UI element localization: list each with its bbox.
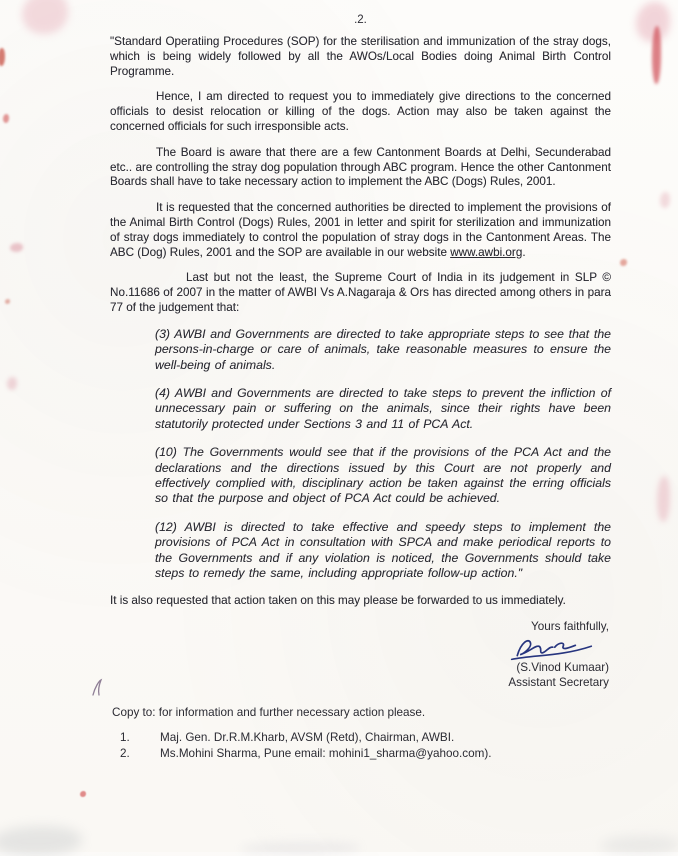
copy-to-heading: Copy to: for information and further necessary action please. <box>112 706 426 720</box>
page-number: .2. <box>354 14 367 26</box>
scan-smudge <box>7 377 17 390</box>
copy-item-number: 2. <box>120 747 130 761</box>
scan-smudge <box>3 114 9 123</box>
judgement-quote-10: (10) The Governments would see that if the provisions of the PCA Act and the declarations and the directions issued by this Court are not properly and effectively complied with, disciplinary action be taken against the erring officials so that the purpose and object of PCA Act could be achieved. <box>155 445 611 506</box>
scan-smudge <box>600 836 678 854</box>
paragraph-text: . <box>522 245 526 259</box>
scan-smudge <box>240 842 360 854</box>
body-paragraph-directions: Hence, I am directed to request you to immediately give directions to the concerned officials to desist relocation or killing of the dogs. Action may also be taken against the concerned officials for such irresponsible acts. <box>110 90 611 133</box>
scan-smudge <box>620 259 627 266</box>
paragraph-text: It is requested that the concerned authorities be directed to implement the provisions of the Animal Birth Control (Dogs) Rules, 2001 in letter and spirit for sterilization and immunization of stray dogs immediately to control the population of stray dogs in the Cantonment Areas. The ABC (Dog) Rules, 2001 and the SOP are available in our website <box>110 201 611 259</box>
scan-smudge <box>652 26 661 84</box>
signatory-name: (S.Vinod Kumaar) <box>516 661 609 675</box>
scan-smudge <box>5 299 10 304</box>
scan-smudge <box>80 791 86 797</box>
body-paragraph-sop: "Standard Operatiing Procedures (SOP) for the sterilisation and immunization of the stray dogs, which is being widely followed by all the AWOs/Local Bodies doing Animal Birth Control Programme. <box>110 35 611 78</box>
judgement-quote-4: (4) AWBI and Governments are directed to take steps to prevent the infliction of unnecessary pain or suffering on the animals, since their rights have been statutorily protected under Sections 3 and 11 of PCA Act. <box>155 385 611 431</box>
copy-item <box>120 747 611 760</box>
scan-smudge <box>636 2 670 42</box>
copy-to-list <box>120 731 611 760</box>
body-paragraph-action-taken: It is also requested that action taken on this may please be forwarded to us immediately. <box>110 594 566 608</box>
judgement-quote-3: (3) AWBI and Governments are directed to take appropriate steps to see that the persons-in-charge or care of animals, take reasonable measures to ensure the well-being of animals. <box>155 326 611 372</box>
copy-item-text: Maj. Gen. Dr.R.M.Kharb, AVSM (Retd), Chairman, AWBI. <box>160 731 455 745</box>
scan-smudge <box>0 48 5 66</box>
closing-salutation: Yours faithfully, <box>531 620 609 634</box>
letter-body <box>110 14 611 763</box>
closing-block <box>110 619 609 690</box>
awbi-website-link[interactable]: www.awbi.org <box>450 245 523 259</box>
scan-smudge <box>22 0 68 34</box>
scan-smudge <box>10 243 23 252</box>
body-paragraph-supreme-court: Last but not the least, the Supreme Court of India in its judgement in SLP © No.11686 of 2007 in the matter of AWBI Vs A.Nagaraja & Ors has directed among others in para 77 of the judgement that: <box>110 271 611 314</box>
copy-item-text: Ms.Mohini Sharma, Pune email: mohini1_sharma@yahoo.com). <box>160 747 492 761</box>
signatory-title: Assistant Secretary <box>508 676 609 690</box>
body-paragraph-abc-rules <box>110 201 611 260</box>
scan-smudge <box>657 476 670 522</box>
body-paragraph-cantonment-boards: The Board is aware that there are a few Cantonment Boards at Delhi, Secunderabad etc.. are controlling the stray dog population through ABC program. Hence the other Cantonment Boards shall have to take necessary action to implement the ABC (Dogs) Rules, 2001. <box>110 145 611 189</box>
scan-smudge <box>660 192 670 208</box>
judgement-quote-12: (12) AWBI is directed to take effective and speedy steps to implement the provisions of PCA Act in consultation with SPCA and make periodical reports to the Governments and if any violation is noticed, the Governments should take steps to remedy the same, including appropriate follow-up action." <box>155 519 611 581</box>
copy-item-number: 1. <box>120 731 130 745</box>
copy-item <box>120 731 611 744</box>
pencil-mark <box>90 678 104 698</box>
